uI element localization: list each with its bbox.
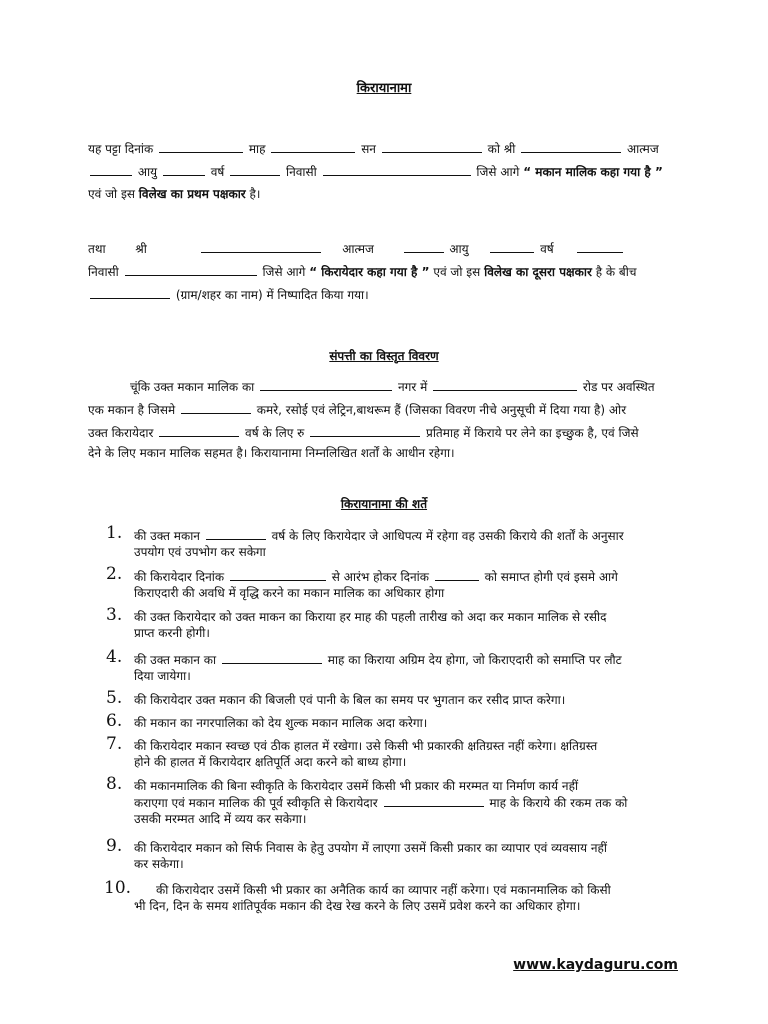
term-9: 9. की किरायेदार मकान को सिर्फ निवास के हेतु उपयोग में लाएगा उसमें किसी प्रकार का व्यापार एवं व्यवसाय नहीं कर सकेगा। [106, 836, 608, 871]
para1-line1: यह पट्टा दिनांक माह सन को श्री आत्मज [88, 142, 659, 156]
term-7: 7. की किरायेदार मकान स्वच्छ एवं ठीक हालत में रखेगा। उसे किसी भी प्रकारकी क्षतिग्रस्त नहीं करेगा। क्षतिग्रस्त होने की हालत में किरायेदार क्षतिपूर्ति अदा करने को बाध्य होगा। [106, 734, 598, 769]
terms-title: किरायानामा की शर्ते [340, 497, 428, 511]
term-10: 10. की किरायेदार उसमें किसी भी प्रकार का अनैतिक कार्य का व्यापार नहीं करेगा। एवं मकानमालिक को किसी भी दिन, दिन के समय शांतिपूर्वक मकान की देख रेख करने के लिए उसमें प्रवेश करने का अधिकार होगा। [104, 878, 611, 913]
para2-line2: निवासी जिसे आगे “ किरायेदार कहा गया है ” एवं जो इस विलेख का दूसरा पक्षकार है के बीच [88, 265, 637, 279]
term-2: 2. की किरायेदार दिनांक से आरंभ होकर दिनांक को समाप्त होगी एवं इसमे आगे किराएदारी की अवधि में वृद्धि करने का मकान मालिक का अधिकार होगा [106, 564, 618, 600]
document-title: किरायानामा [356, 81, 412, 96]
term-5: 5. की किरायेदार उक्त मकान की बिजली एवं पानी के बिल का समय पर भुगतान कर रसीद प्राप्त करेगा। [106, 688, 566, 708]
para2-line1: तथा श्री आत्मज आयु वर्ष [88, 240, 625, 257]
term-8: 8. की मकानमालिक की बिना स्वीकृति के किरायेदार उसमें किसी भी प्रकार की मरम्मत या निर्माण कार्य नहीं कराएगा एवं मकान मालिक की पूर्व स्वीकृति से किरायेदार माह के किराये की रकम तक को उसकी मरम्मत आदि में व्यय कर सकेगा। [106, 774, 628, 826]
website-link[interactable]: www.kaydaguru.com [513, 957, 678, 973]
para2-line3: (ग्राम/शहर का नाम) में निष्पादित किया गया। [88, 286, 369, 303]
term-4: 4. की उक्त मकान का माह का किराया अग्रिम देय होगा, जो किराएदारी को समाप्ति पर लौट दिया जायेगा। [106, 647, 622, 683]
para1-line2: आयु वर्ष निवासी जिसे आगे “ मकान मालिक कहा गया है ” [88, 163, 663, 180]
term-6: 6. की मकान का नगरपालिका को देय शुल्क मकान मालिक अदा करेगा। [106, 711, 428, 731]
section2-line4: देने के लिए मकान मालिक सहमत है। किरायानामा निम्नलिखित शर्तों के आधीन रहेगा। [88, 446, 455, 460]
section2-line3: उक्त किरायेदार वर्ष के लिए रु प्रतिमाह में किराये पर लेने का इच्छुक है, एवं जिसे [88, 426, 639, 440]
term-1: 1. की उक्त मकान वर्ष के लिए किरायेदार जे आधिपत्य में रहेगा वह उसकी किराये की शर्तों के अनुसार उपयोग एवं उपभोग कर सकेगा [106, 523, 624, 559]
term-3: 3. की उक्त किरायेदार को उक्त माकन का किराया हर माह की पहली तारीख को अदा कर मकान मालिक से रसीद प्राप्त करनी होगी। [106, 605, 607, 640]
para1-line3: एवं जो इस विलेख का प्रथम पक्षकार है। [88, 187, 261, 201]
section2-line2: एक मकान है जिसमे कमरे, रसोई एवं लेट्रिन,बाथरूम हैं (जिसका विवरण नीचे अनुसूची में दिया गया है) ओर [88, 403, 627, 417]
property-details-title: संपत्ती का विस्तृत विवरण [329, 349, 439, 363]
section2-line1: चूंकि उक्त मकान मालिक का नगर में रोड पर अवस्थित [130, 380, 655, 394]
